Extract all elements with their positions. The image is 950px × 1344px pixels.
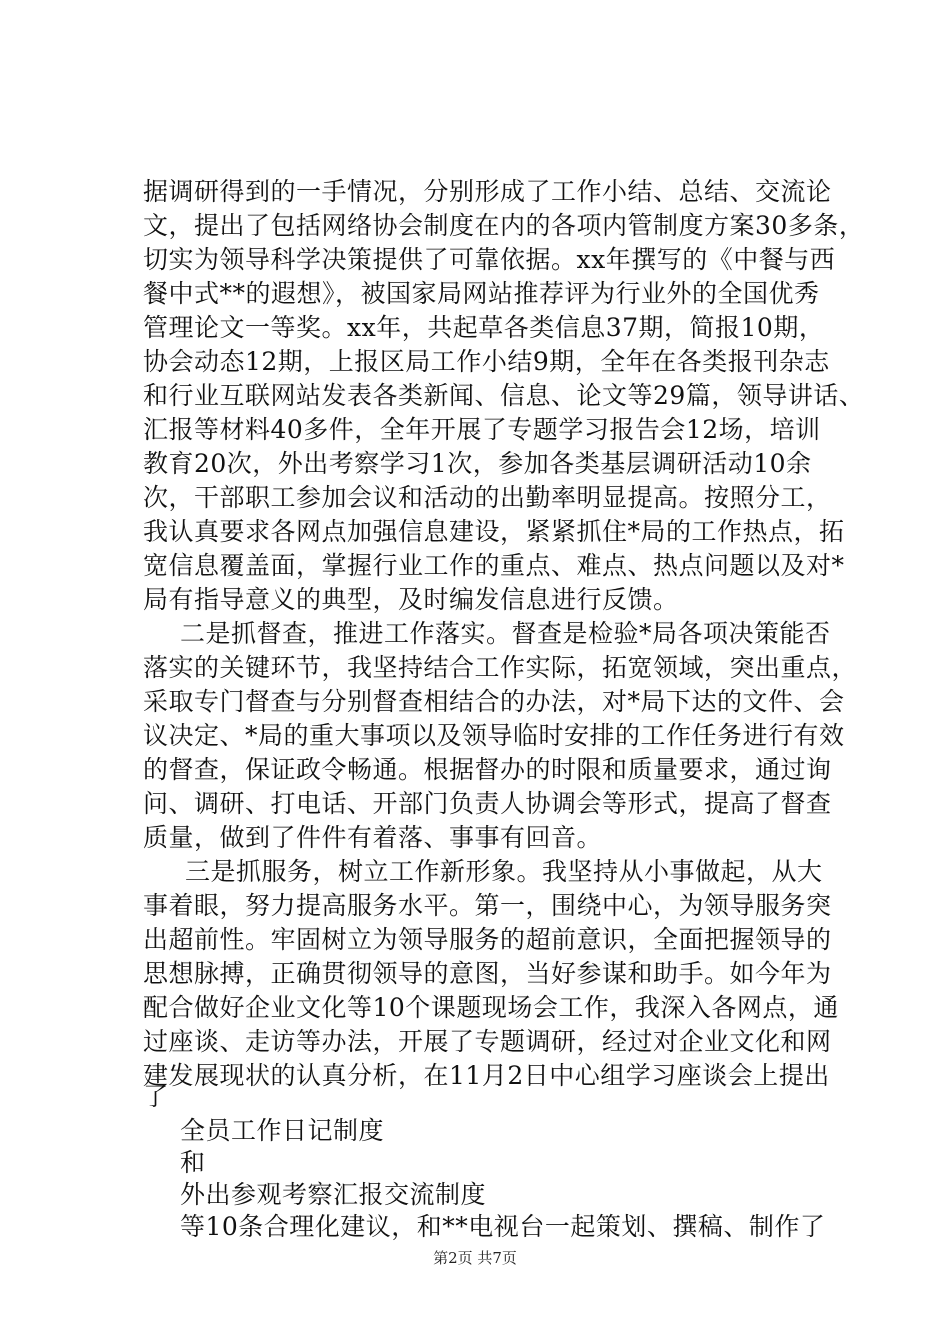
text-line: 了: [143, 1082, 169, 1111]
text-line: 等10条合理化建议，和**电视台一起策划、撰稿、制作了: [180, 1212, 826, 1241]
text-line: 思想脉搏，正确贯彻领导的意图，当好参谋和助手。如今年为: [143, 959, 832, 988]
text-line: 过座谈、走访等办法，开展了专题调研，经过对企业文化和网: [143, 1027, 832, 1056]
text-line: 教育20次，外出考察学习1次，参加各类基层调研活动10余: [143, 449, 812, 478]
text-line: 质量，做到了件件有着落、事事有回音。: [143, 823, 603, 852]
page-footer: 第2页 共7页: [433, 1249, 517, 1267]
text-line: 次，干部职工参加会议和活动的出勤率明显提高。按照分工，: [143, 483, 832, 512]
text-line: 事着眼，努力提高服务水平。第一，围绕中心，为领导服务突: [143, 891, 832, 920]
paragraph-start: 二是抓督查，推进工作落实。督查是检验*局各项决策能否: [180, 619, 831, 648]
text-line: 建发展现状的认真分析，在11月2日中心组学习座谈会上提出: [143, 1061, 830, 1090]
text-line: 外出参观考察汇报交流制度: [180, 1180, 487, 1209]
text-line: 议决定、*局的重大事项以及领导临时安排的工作任务进行有效: [143, 721, 845, 750]
text-line: 局有指导意义的典型，及时编发信息进行反馈。: [143, 585, 679, 614]
text-line: 切实为领导科学决策提供了可靠依据。xx年撰写的《中餐与西: [143, 245, 836, 274]
text-line: 文，提出了包括网络协会制度在内的各项内管制度方案30多条，: [143, 211, 865, 240]
text-line: 配合做好企业文化等10个课题现场会工作，我深入各网点，通: [143, 993, 839, 1022]
text-line: 出超前性。牢固树立为领导服务的超前意识，全面把握领导的: [143, 925, 832, 954]
text-line: 和行业互联网站发表各类新闻、信息、论文等29篇，领导讲话、: [143, 381, 865, 410]
text-line: 协会动态12期，上报区局工作小结9期，全年在各类报刊杂志: [143, 347, 830, 376]
paragraph-start: 三是抓服务，树立工作新形象。我坚持从小事做起，从大: [185, 857, 823, 886]
text-line: 餐中式**的遐想》，被国家局网站推荐评为行业外的全国优秀: [143, 279, 820, 308]
text-line: 落实的关键环节，我坚持结合工作实际，拓宽领域，突出重点，: [143, 653, 858, 682]
text-line: 全员工作日记制度: [180, 1116, 385, 1145]
text-line: 汇报等材料40多件，全年开展了专题学习报告会12场，培训: [143, 415, 821, 444]
text-line: 采取专门督查与分别督查相结合的办法，对*局下达的文件、会: [143, 687, 845, 716]
text-line: 管理论文一等奖。xx年，共起草各类信息37期，简报10期，: [143, 313, 825, 342]
text-line: 我认真要求各网点加强信息建设，紧紧抓住*局的工作热点，拓: [143, 517, 845, 546]
text-line: 据调研得到的一手情况，分别形成了工作小结、总结、交流论: [143, 177, 832, 206]
text-line: 宽信息覆盖面，掌握行业工作的重点、难点、热点问题以及对*: [143, 551, 845, 580]
text-line: 的督查，保证政令畅通。根据督办的时限和质量要求，通过询: [143, 755, 832, 784]
text-line: 和: [180, 1148, 206, 1177]
text-line: 问、调研、打电话、开部门负责人协调会等形式，提高了督查: [143, 789, 832, 818]
